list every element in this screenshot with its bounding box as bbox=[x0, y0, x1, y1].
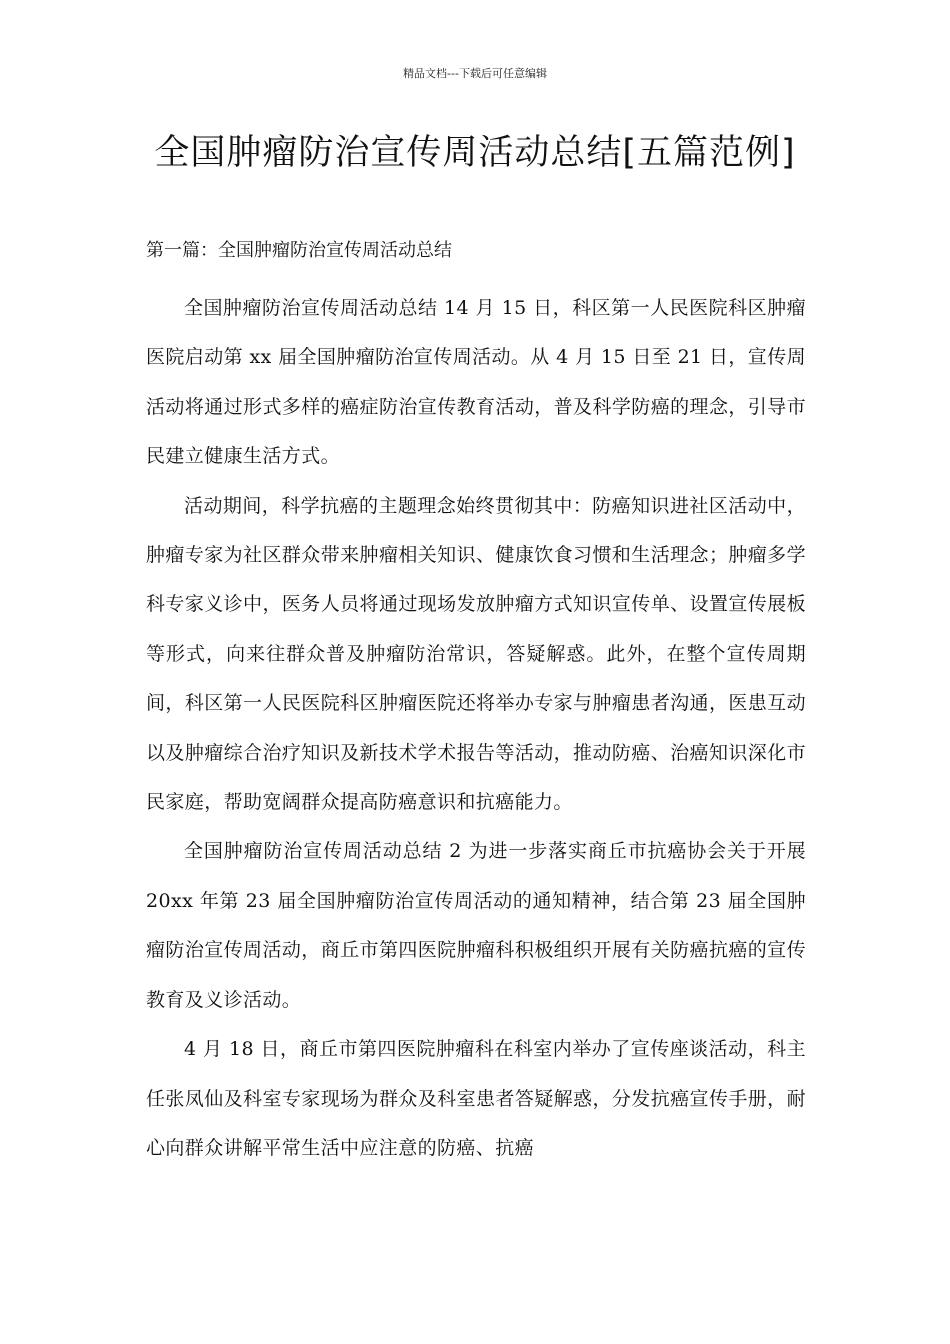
paragraph: 全国肿瘤防治宣传周活动总结 14 月 15 日，科区第一人民医院科区肿瘤医院启动第 xx 届全国肿瘤防治宣传周活动。从 4 月 15 日至 21 日，宣传周活动将通过形式多样的癌症防治宣传教育活动，普及科学防癌的理念，引导市民建立健康生活方式。 bbox=[146, 297, 806, 468]
paragraph: 4 月 18 日，商丘市第四医院肿瘤科在科室内举办了宣传座谈活动，科主任张凤仙及科室专家现场为群众及科室患者答疑解惑，分发抗癌宣传手册，耐心向群众讲解平常生活中应注意的防癌、抗癌 bbox=[146, 1038, 806, 1159]
paragraph: 全国肿瘤防治宣传周活动总结 2 为进一步落实商丘市抗癌协会关于开展 20xx 年第 23 届全国肿瘤防治宣传周活动的通知精神，结合第 23 届全国肿瘤防治宣传周活动，商丘市第四医院肿瘤科积极组织开展有关防癌抗癌的宣传教育及义诊活动。 bbox=[146, 840, 806, 1011]
header-note: 精品文档---下载后可任意编辑 bbox=[403, 67, 547, 80]
document-title: 全国肿瘤防治宣传周活动总结[五篇范例] bbox=[154, 133, 796, 173]
section-subtitle: 第一篇：全国肿瘤防治宣传周活动总结 bbox=[146, 240, 452, 261]
paragraph: 活动期间，科学抗癌的主题理念始终贯彻其中：防癌知识进社区活动中，肿瘤专家为社区群众带来肿瘤相关知识、健康饮食习惯和生活理念；肿瘤多学科专家义诊中，医务人员将通过现场发放肿瘤方式知识宣传单、设置宣传展板等形式，向来往群众普及肿瘤防治常识，答疑解惑。此外，在整个宣传周期间，科区第一人民医院科区肿瘤医院还将举办专家与肿瘤患者沟通，医患互动以及肿瘤综合治疗知识及新技术学术报告等活动，推动防癌、治癌知识深化市民家庭，帮助宽阔群众提高防癌意识和抗癌能力。 bbox=[146, 494, 806, 814]
document-body bbox=[146, 284, 806, 1173]
